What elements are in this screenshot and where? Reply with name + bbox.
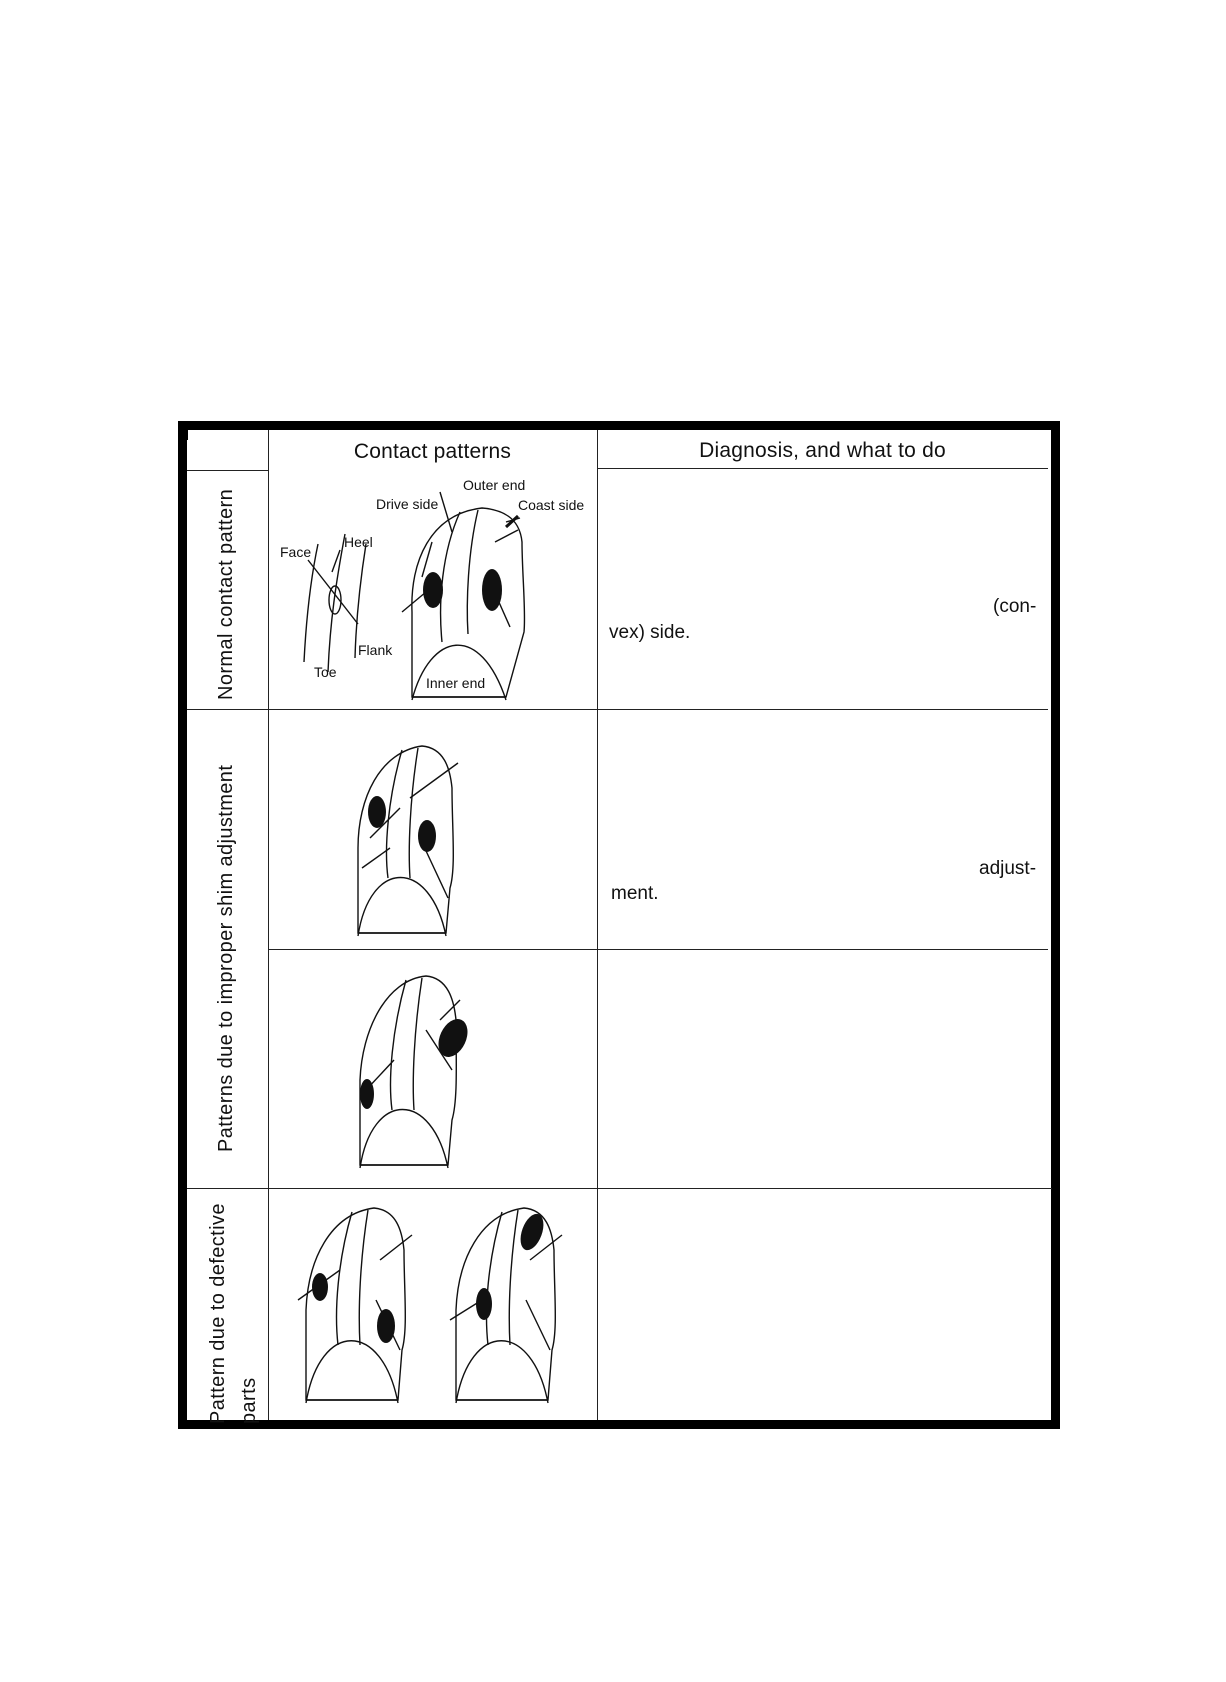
shim-pattern-diagram-2 — [340, 970, 490, 1170]
column-divider-middle — [597, 430, 598, 1420]
label-face: Face — [280, 544, 312, 560]
diagnosis-shim-part1: adjust- — [979, 858, 1037, 879]
shim-pattern-diagram-1 — [340, 738, 490, 938]
corner-tick — [186, 430, 188, 440]
header-diagnosis: Diagnosis, and what to do — [699, 439, 946, 462]
row-label-defective-parts: Pattern due to defective parts — [207, 1203, 260, 1424]
diagnosis-normal-part2: vex) side. — [609, 622, 691, 643]
label-toe: Toe — [314, 664, 337, 680]
header-contact-patterns: Contact patterns — [353, 440, 512, 463]
label-flank: Flank — [358, 642, 393, 658]
defective-pattern-diagram-1 — [290, 1200, 440, 1410]
label-drive-side: Drive side — [376, 496, 439, 512]
label-heel: Heel — [344, 534, 373, 550]
column-divider-left — [268, 430, 269, 1420]
row-label-improper-shim: Patterns due to improper shim adjustment — [215, 764, 237, 1152]
label-inner-end: Inner end — [426, 675, 486, 691]
normal-pattern-diagram — [270, 472, 596, 708]
row-divider-2 — [268, 949, 1048, 950]
row-label-normal: Normal contact pattern — [215, 488, 237, 700]
row-divider-1 — [187, 709, 1048, 710]
diagnosis-normal-part1: (con- — [993, 596, 1037, 617]
header-underline-right — [597, 468, 1048, 469]
diagnosis-shim-part2: ment. — [611, 883, 659, 904]
label-outer-end: Outer end — [463, 477, 526, 493]
defective-pattern-diagram-2 — [440, 1200, 590, 1410]
label-coast-side: Coast side — [518, 497, 585, 513]
header-underline-left — [187, 470, 268, 471]
row-divider-3 — [187, 1188, 1052, 1189]
